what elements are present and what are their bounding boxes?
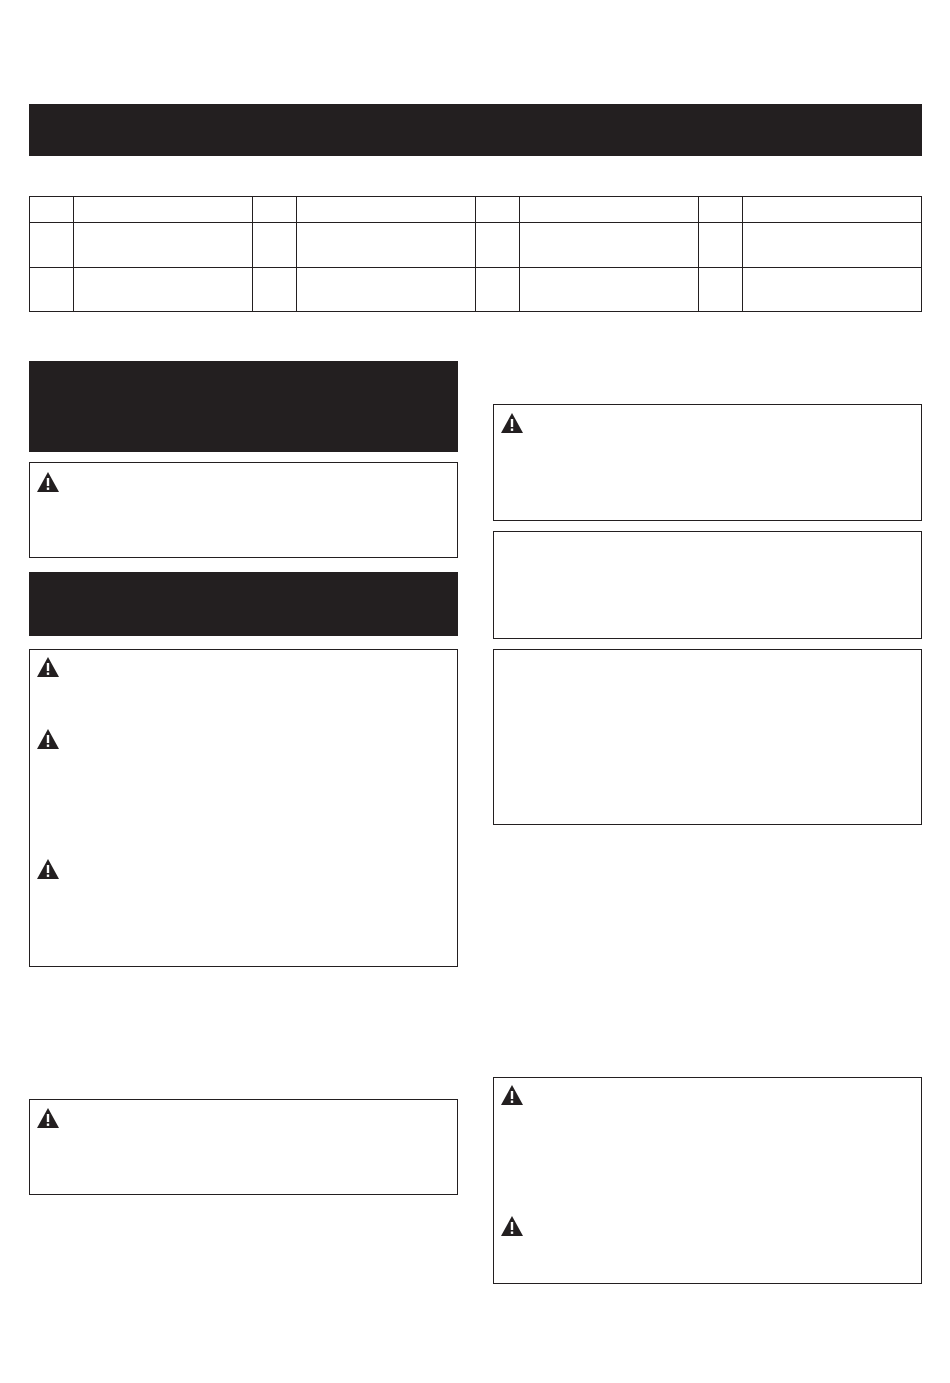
warning-triangle-icon — [500, 1084, 524, 1106]
table-row — [30, 197, 922, 223]
table-cell — [30, 223, 74, 267]
warning-box — [29, 462, 458, 558]
table-cell — [74, 267, 253, 311]
table-cell — [253, 267, 297, 311]
warning-triangle-icon — [36, 858, 60, 880]
table-cell — [699, 267, 743, 311]
table-cell — [743, 267, 922, 311]
section-heading-bar — [29, 361, 458, 452]
table-cell — [743, 197, 922, 223]
table-cell — [253, 223, 297, 267]
table-cell — [476, 197, 520, 223]
table-cell — [74, 223, 253, 267]
table-cell — [74, 197, 253, 223]
header-bar — [29, 104, 922, 156]
table-cell — [297, 267, 476, 311]
table-cell — [520, 267, 699, 311]
table-cell — [699, 223, 743, 267]
table-cell — [476, 223, 520, 267]
table-cell — [297, 197, 476, 223]
table-row — [30, 267, 922, 311]
table-cell — [30, 197, 74, 223]
table-cell — [520, 197, 699, 223]
warning-triangle-icon — [36, 471, 60, 493]
table-cell — [699, 197, 743, 223]
warning-triangle-icon — [36, 1107, 60, 1129]
section-heading-bar — [29, 572, 458, 636]
warning-box — [29, 649, 458, 967]
table-cell — [520, 223, 699, 267]
warning-triangle-icon — [36, 656, 60, 678]
warning-triangle-icon — [500, 412, 524, 434]
parts-table — [29, 196, 922, 312]
table-cell — [30, 267, 74, 311]
table-row — [30, 223, 922, 267]
table-cell — [476, 267, 520, 311]
warning-triangle-icon — [36, 728, 60, 750]
warning-box — [493, 404, 922, 521]
warning-box — [29, 1099, 458, 1195]
notice-box — [493, 649, 922, 825]
table-cell — [253, 197, 297, 223]
notice-box — [493, 531, 922, 639]
table-cell — [297, 223, 476, 267]
warning-triangle-icon — [500, 1215, 524, 1237]
warning-box — [493, 1077, 922, 1284]
table-cell — [743, 223, 922, 267]
